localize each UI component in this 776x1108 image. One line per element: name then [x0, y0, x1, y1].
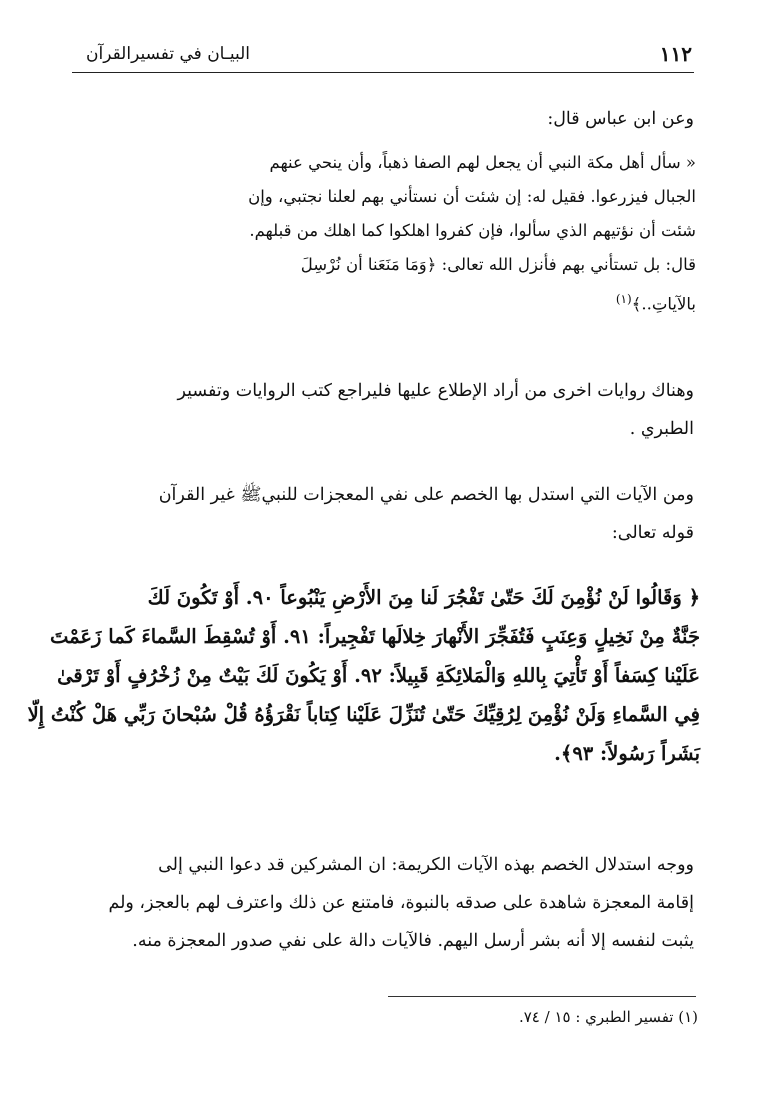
running-title: البيـان في تفسيرالقرآن — [86, 44, 251, 64]
quote-line: شئت أن نؤتيهم الذي سألوا، فإن كفروا اهلكوا كما اهلك من قبلهم. — [249, 221, 696, 240]
footnote: (١) تفسير الطبري : ١٥ / ٧٤. — [518, 1008, 698, 1026]
quran-verses — [27, 578, 700, 773]
verses-intro-paragraph — [82, 476, 694, 552]
paragraph-line: قوله تعالى: — [611, 523, 694, 543]
paragraph-line: ومن الآيات التي استدل بها الخصم على نفي المعجزات للنبيﷺ غير القرآن — [158, 485, 694, 505]
footnote-divider — [388, 996, 696, 997]
verse-line: جَنَّةٌ مِنْ نَخِيلٍ وَعِنَبٍ فَتُفَجِّرَ الأَنْهارَ خِلالَها تَفْجِيراً: ٩١. أَوْ تُسْقِطَ السَّماءَ كَما زَعَمْتَ — [50, 625, 700, 648]
quote-line: قال: بل تستأني بهم فأنزل الله تعالى: ﴿وَمَا مَنَعَنا أن نُرْسِلَ — [300, 255, 696, 274]
paragraph-line: وهناك روايات اخرى من أراد الإطلاع عليها فليراجع كتب الروايات وتفسير — [177, 381, 694, 401]
other-narrations-paragraph — [82, 372, 694, 448]
quote-line: « سأل أهل مكة النبي أن يجعل لهم الصفا ذهباً، وأن ينحي عنهم — [269, 153, 696, 172]
verse-line: بَشَراً رَسُولاً: ٩٣﴾. — [554, 742, 700, 765]
paragraph-line: ووجه استدلال الخصم بهذه الآيات الكريمة: ان المشركين قد دعوا النبي إلى — [158, 855, 694, 875]
intro-paragraph: وعن ابن عباس قال: — [547, 109, 694, 129]
verse-line: ﴿ وَقَالُوا لَنْ نُؤْمِنَ لَكَ حَتّىٰ تَفْجُرَ لَنا مِنَ الأَرْضِ يَنْبُوعاً ٩٠. أَوْ تَكُونَ لَكَ — [147, 586, 700, 609]
ibn-abbas-quote — [98, 146, 696, 322]
verse-line: عَلَيْنا كِسَفاً أَوْ تَأْتِيَ بِاللهِ وَالْمَلائِكَةِ قَبِيلاً: ٩٢. أَوْ يَكُونَ لَكَ بَيْتٌ مِنْ زُخْرُفٍ أَوْ تَرْقىٰ — [57, 664, 700, 687]
verse-line: فِي السَّماءِ وَلَنْ نُؤْمِنَ لِرُقِيِّكَ حَتّىٰ تُنَزِّلَ عَلَيْنا كِتاباً نَقْرَؤُهُ قُلْ سُبْحانَ رَبِّي هَلْ كُنْتُ إِلّا — [27, 703, 700, 726]
argument-paragraph — [82, 846, 694, 960]
quote-line — [98, 282, 696, 322]
quote-line: الجبال فيزرعوا. فقيل له: إن شئت أن نستأني بهم لعلنا نجتبي، وإن — [248, 187, 696, 206]
paragraph-line: إقامة المعجزة شاهدة على صدقه بالنبوة، فامتنع عن ذلك واعترف لهم بالعجز، ولم — [108, 893, 694, 913]
paragraph-line: يثبت لنفسه إلا أنه بشر أرسل اليهم. فالآيات دالة على نفي صدور المعجزة منه. — [132, 931, 694, 951]
page-number: ١١٢ — [659, 42, 692, 66]
footnote-reference: (١) — [615, 292, 632, 306]
page-header — [72, 38, 694, 73]
paragraph-line: الطبري . — [629, 419, 694, 439]
quote-line-text: بالآياتِ..﴾ — [631, 294, 696, 314]
